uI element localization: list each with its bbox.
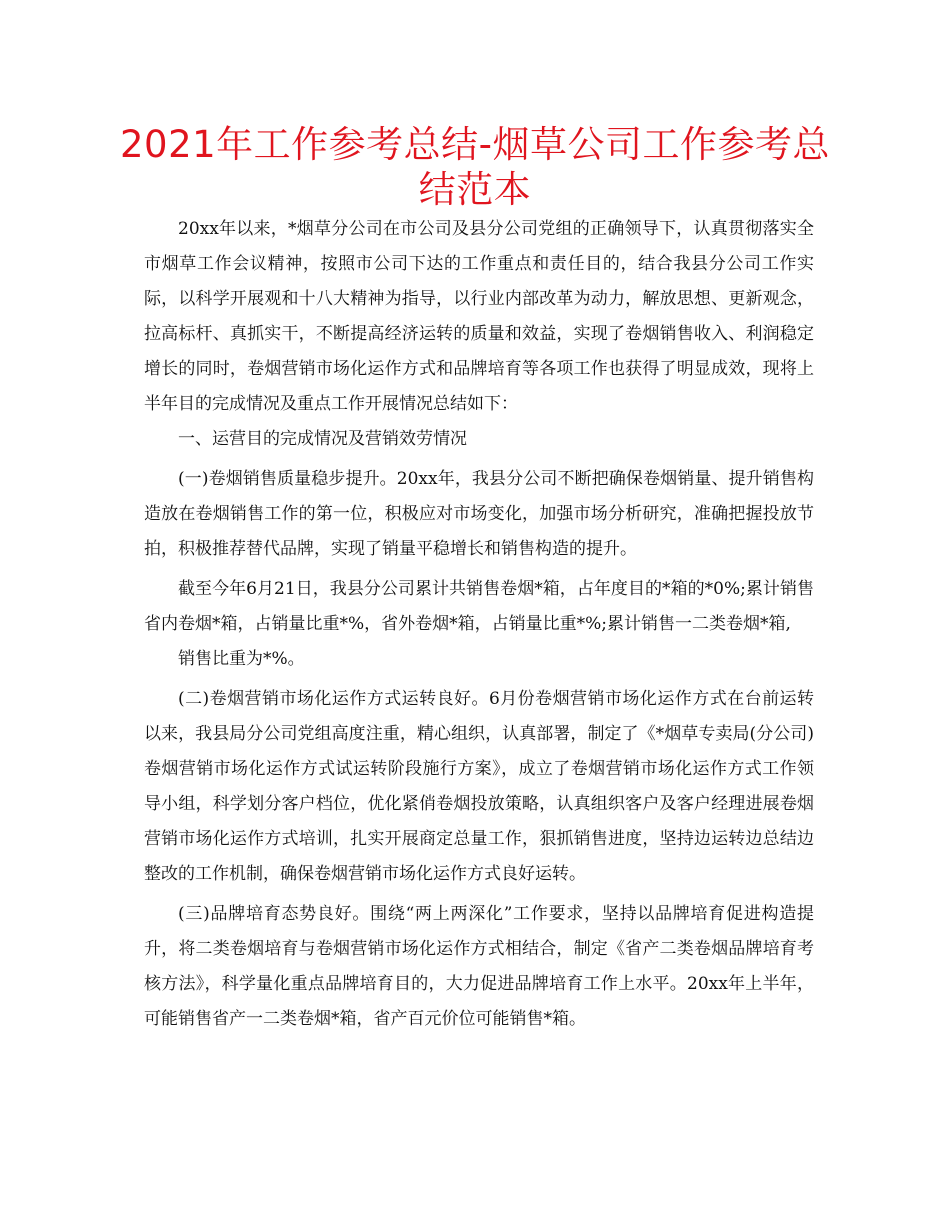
paragraph-sales-figures: 截至今年6月21日，我县分公司累计共销售卷烟*箱，占年度目的*箱的*0%;累计销售省内卷烟*箱，占销量比重*%，省外卷烟*箱，占销量比重*%;累计销售一二类卷烟*箱, [144,579,814,634]
section-heading-1: 一、运营目的完成情况及营销效劳情况 [178,429,467,449]
paragraph-brand-cultivation: (三)品牌培育态势良好。围绕“两上两深化”工作要求，坚持以品牌培育促进构造提升，将二类卷烟培育与卷烟营销市场化运作方式相结合，制定《省产二类卷烟品牌培育考核方法》，科学量化重点品牌培育目的，大力促进品牌培育工作上水平。20xx年上半年，可能销售省产一二类卷烟*箱，省产百元价位可能销售*箱。 [144,904,814,1029]
paragraph-marketing-mode: (二)卷烟营销市场化运作方式运转良好。6月份卷烟营销市场化运作方式在台前运转以来，我县局分公司党组高度注重，精心组织，认真部署，制定了《*烟草专卖局(分公司)卷烟营销市场化运作方式试运转阶段施行方案》，成立了卷烟营销市场化运作方式工作领导小组，科学划分客户档位，优化紧俏卷烟投放策略，认真组织客户及客户经理进展卷烟营销市场化运作方式培训，扎实开展商定总量工作，狠抓销售进度，坚持边运转边总结边整改的工作机制，确保卷烟营销市场化运作方式良好运转。 [144,689,814,884]
paragraph-sales-quality: (一)卷烟销售质量稳步提升。20xx年，我县分公司不断把确保卷烟销量、提升销售构造放在卷烟销售工作的第一位，积极应对市场变化，加强市场分析研究，准确把握投放节拍，积极推荐替代品牌，实现了销量平稳增长和销售构造的提升。 [144,469,814,559]
paragraph-intro: 20xx年以来，*烟草分公司在市公司及县分公司党组的正确领导下，认真贯彻落实全市烟草工作会议精神，按照市公司下达的工作重点和责任目的，结合我县分公司工作实际，以科学开展观和十八大精神为指导，以行业内部改革为动力，解放思想、更新观念，拉高标杆、真抓实干，不断提高经济运转的质量和效益，实现了卷烟销售收入、利润稳定增长的同时，卷烟营销市场化运作方式和品牌培育等各项工作也获得了明显成效，现将上半年目的完成情况及重点工作开展情况总结如下： [144,219,814,414]
document-title: 2021年工作参考总结-烟草公司工作参考总结范本 [120,123,831,211]
document-body [144,212,814,1037]
paragraph-sales-ratio: 销售比重为*%。 [178,649,305,669]
